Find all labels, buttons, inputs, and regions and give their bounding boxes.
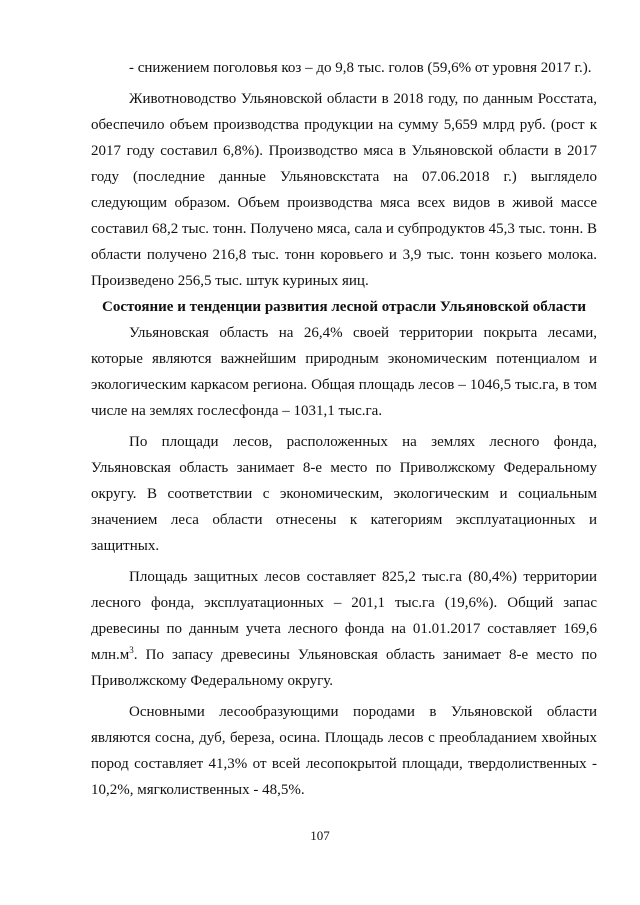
paragraph-tree-species: Основными лесообразующими породами в Ульяновской области являются сосна, дуб, береза, осина. Площадь лесов с преобладанием хвойных пород составляет 41,3% от всей лесопокрытой площади, твердолиственных - 10,2%, мягколиственных - 48,5%. [91,704,597,798]
document-page [91,55,597,803]
paragraph-forest-coverage [91,320,597,424]
paragraph-forest-area [91,564,597,694]
paragraph-goats: - снижением поголовья коз – до 9,8 тыс. голов (59,6% от уровня 2017 г.). [129,60,592,76]
page-number: 107 [310,828,330,843]
paragraph-forest-rank: По площади лесов, расположенных на землях лесного фонда, Ульяновская область занимает 8-е место по Приволжскому Федеральному округу. В соответствии с экономическим, экологическим и социальным значением леса области отнесены к категориям эксплуатационных и защитных. [91,434,597,554]
paragraph-forest-area-text: Площадь защитных лесов составляет 825,2 тыс.га (80,4%) территории лесного фонда, эксплуатационных – 201,1 тыс.га (19,6%). Общий запас древесины по данным учета лесного фонда на 01.01.2017 составляет 169,6 млн.м [91,569,597,663]
paragraph-forest-coverage-text: Ульяновская область на 26,4% своей территории покрыта лесами, которые являются важнейшим природным экономическим потенциалом и экологическим каркасом региона. Общая площадь лесов – 1046,5 тыс.га, в том числе на землях гослесфонда – 1031,1 тыс.га. [91,325,597,419]
superscript-three: 3 [129,645,134,655]
section-heading: Состояние и тенденции развития лесной отрасли Ульяновской области [102,299,586,315]
paragraph-forest-area-text-end: . По запасу древесины Ульяновская область занимает 8-е место по Приволжскому Федеральному округу. [91,647,597,689]
paragraph-livestock: Животноводство Ульяновской области в 2018 году, по данным Росстата, обеспечило объем производства продукции на сумму 5,659 млрд руб. (рост к 2017 году составил 6,8%). Производство мяса в Ульяновской области в 2017 году (последние данные Ульяновскстата на 07.06.2018 г.) выглядело следующим образом. Объем производства мяса всех видов в живой массе составил 68,2 тыс. тонн. Получено мяса, сала и субпродуктов 45,3 тыс. тонн. В области получено 216,8 тыс. тонн коровьего и 3,9 тыс. тонн козьего молока. Произведено 256,5 тыс. штук куриных яиц. [91,91,597,289]
